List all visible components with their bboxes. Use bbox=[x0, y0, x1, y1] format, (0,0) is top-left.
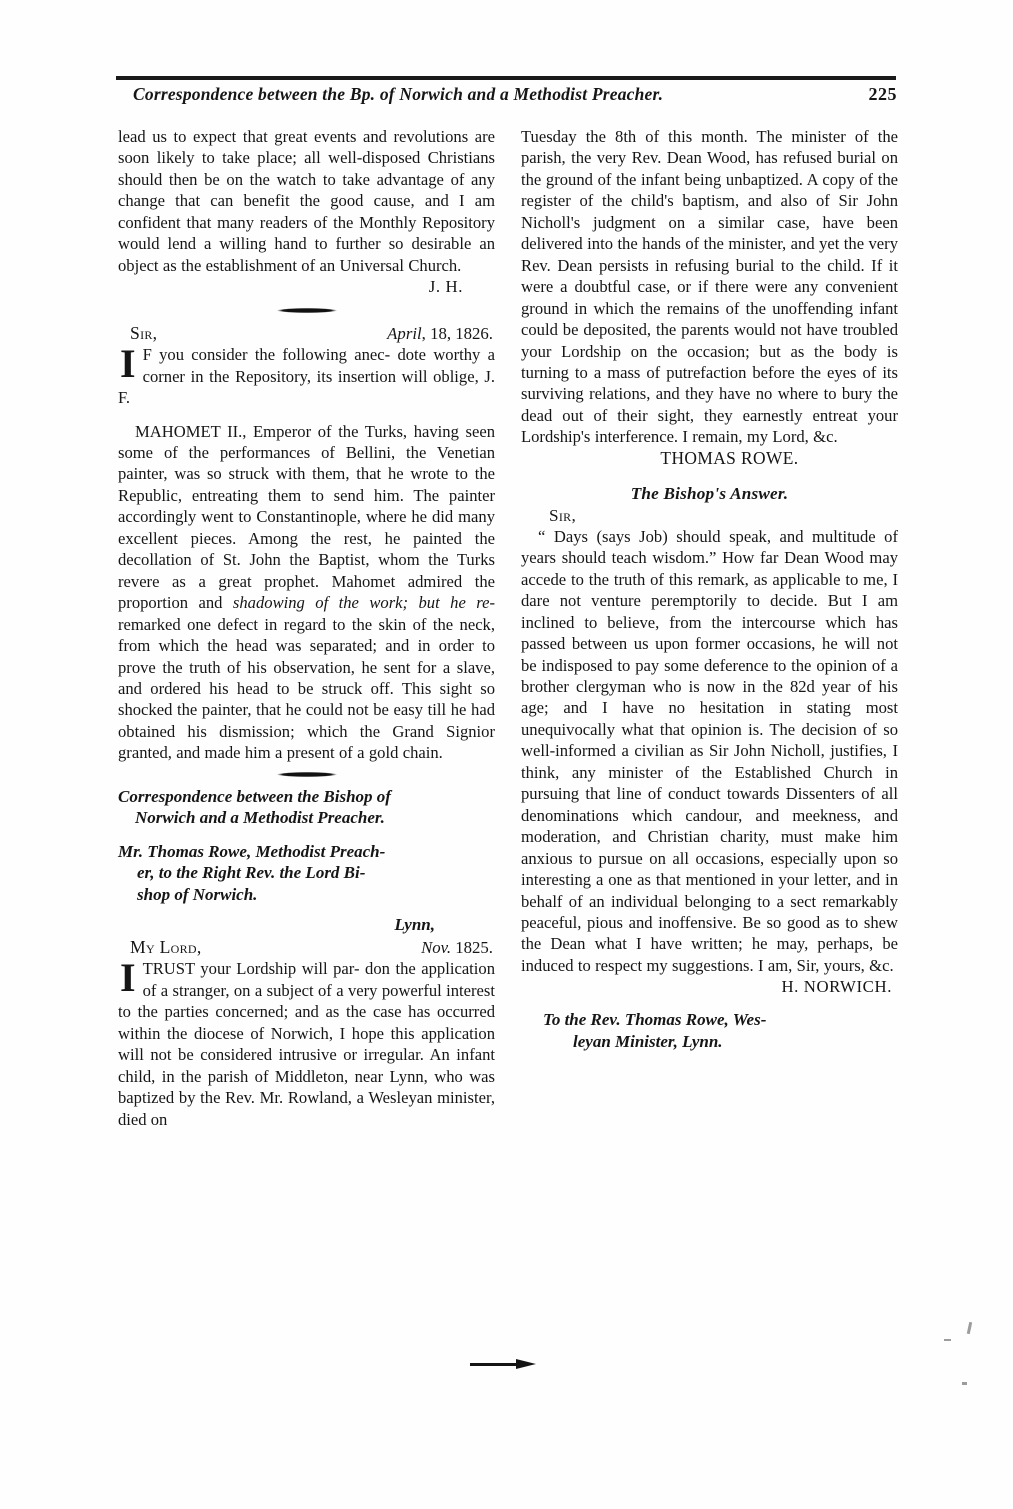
letter-jf-rest: dote worthy a corner in the Repository, its insertion will oblige, bbox=[142, 345, 495, 386]
letter-rowe-open-line1: TRUST your Lordship will par- bbox=[142, 959, 360, 979]
two-column-body bbox=[118, 126, 898, 1130]
letter-date bbox=[387, 324, 495, 344]
section-heading bbox=[118, 786, 495, 829]
letter-rowe-heading bbox=[118, 937, 495, 958]
letter-rowe-date bbox=[421, 938, 495, 958]
tapered-rule-icon bbox=[265, 771, 349, 778]
section-heading-line2: Norwich and a Methodist Preacher. bbox=[135, 808, 385, 828]
anecdote-text-part1: MAHOMET II., Emperor of the Turks, having seen some of the performances of Bellini, the Venetian painter, was so struck with them, that he wrote to the Republic, entreating them to send him. The painter accordingly went to Constantinople, where he did many excellent pieces. Among the rest, he painted the decollation of St. John the Baptist, whom the Turks revere as a great prophet. Mahomet admired the proportion and bbox=[118, 421, 495, 613]
date-month: Nov. bbox=[421, 938, 452, 958]
scan-speck bbox=[962, 1382, 967, 1385]
arrow-ornament bbox=[470, 1359, 536, 1370]
dropcap-i: I bbox=[120, 341, 136, 387]
letter-jf-body bbox=[118, 341, 495, 408]
bishops-answer-body: “ Days (says Job) should speak, and multitude of years should teach wisdom.” How far Dean Wood may accede to the truth of this remark, as applicable to me, I dare not venture peremptorily to decide. But I am inclined to believe, from the intercourse which has passed between us upon former occasions, he will not be indisposed to pay some deference to the opinion of a brother clergyman who is now in the 82d year of his age; and I have no hesitation in stating most unequivocally what that opinion is. The decision of so well-informed a civilian as Sir John Nicholl, justifies, I think, any minister of the Established Church in pursuing that line of conduct towards Dissenters of all denominations which candour, and meekness, and moderation, and Christian charity, must make him anxious to pursue on all occasions, especially upon so interesting a one as that mentioned in your letter, and in behalf of an individual belonging to a sect remarkably peaceful, pious and inoffensive. Be so good as to shew the Dean what I have written; he may, perhaps, be induced to respect my suggestions. I am, Sir, yours, &c. bbox=[521, 526, 898, 975]
signature-jh: J. H. bbox=[428, 277, 463, 297]
page-number: 225 bbox=[868, 84, 897, 104]
closing-address bbox=[521, 1009, 898, 1053]
arrow-head-icon bbox=[516, 1359, 536, 1369]
salutation-sir: Sir, bbox=[130, 323, 158, 344]
bishops-answer-heading: The Bishop's Answer. bbox=[630, 483, 789, 503]
letter-jf-heading bbox=[118, 323, 495, 344]
signature-jf: J. F. bbox=[118, 366, 495, 408]
addressee-line1: Mr. Thomas Rowe, Methodist Preach- bbox=[118, 841, 386, 861]
date-rest: , 18, 1826. bbox=[421, 324, 493, 344]
addressee-block bbox=[118, 841, 495, 906]
scan-speck bbox=[944, 1339, 951, 1341]
addressee-line2: er, to the Right Rev. the Lord Bi- bbox=[137, 863, 366, 883]
date-month: April bbox=[387, 324, 422, 344]
signature-thomas-rowe: THOMAS ROWE. bbox=[660, 447, 799, 468]
place-line: Lynn, bbox=[394, 915, 435, 935]
rule-ornament-2 bbox=[118, 771, 495, 778]
running-head-title: Correspondence between the Bp. of Norwich and a Methodist Preacher. bbox=[133, 83, 664, 105]
tapered-rule-icon bbox=[265, 307, 349, 314]
section-heading-line1: Correspondence between the Bishop of bbox=[118, 786, 391, 806]
anecdote-paragraph bbox=[118, 421, 495, 764]
closing-address-line1: To the Rev. Thomas Rowe, Wes- bbox=[543, 1010, 767, 1030]
running-head bbox=[133, 84, 903, 112]
addressee-line3: shop of Norwich. bbox=[137, 884, 258, 904]
arrow-shaft bbox=[470, 1363, 518, 1366]
header-rule bbox=[116, 76, 896, 80]
signature-h-norwich: H. NORWICH. bbox=[781, 977, 892, 997]
left-column bbox=[118, 126, 497, 1130]
rule-ornament-1 bbox=[118, 307, 495, 314]
letter-rowe-open-line2: don the application of a stranger, bbox=[142, 959, 495, 1000]
salutation-my-lord: My Lord, bbox=[130, 937, 202, 958]
right-column bbox=[519, 126, 898, 1130]
continued-paragraph: lead us to expect that great events and revolutions are soon likely to take place; all well-disposed Christians should then be on the watch to take advantage of any change that can benefit the good cause, and I am confident that many readers of the Monthly Repository would lend a willing hand to further so desirable an object as the establishment of an Universal Church. bbox=[118, 127, 495, 275]
dropcap-i: I bbox=[120, 955, 136, 1001]
anecdote-text-part2: remarked one defect in regard to the skin of the neck, from which the head was separated; and in order to prove the truth of his observation, he sent for a slave, and ordered his head to be struck off. This sight so shocked the painter, that he could not be easy till he had obtained his dismission; which the Grand Signior granted, and made him a present of a gold chain. bbox=[118, 614, 495, 763]
anecdote-italic-clause: shadowing of the work; but he re- bbox=[232, 593, 495, 613]
salutation-sir-answer: Sir, bbox=[549, 505, 577, 525]
letter-jf-opening: F you consider the following anec- bbox=[142, 345, 391, 365]
closing-address-line2: leyan Minister, Lynn. bbox=[573, 1032, 723, 1052]
date-rest: 1825. bbox=[451, 938, 493, 958]
letter-rowe-body bbox=[118, 955, 495, 1130]
scan-speck bbox=[967, 1322, 972, 1334]
letter-rowe-continued: Tuesday the 8th of this month. The minister of the parish, the very Rev. Dean Wood, has refused burial on the ground of the infant being unbaptized. A copy of the register of the child's baptism, and also of Sir John Nicholl's judgment on a similar case, have been delivered into the hands of the minister, and yet the very Rev. Dean persists in refusing burial to the child. If it were a doubtful case, or if there were any convenient ground in which the remains of the unoffending infant could be deposited, the parents would not have troubled your Lordship on the occasion; but as the body is turning to a mass of putrefaction before the eyes of its surviving relations, and they have no where to bury the dead out of their sight, they earnestly entreat your Lordship's interference. I remain, my Lord, &c. bbox=[521, 127, 898, 447]
letter-rowe-main: on a subject of a very powerful interest to the parties concerned; and as the case has occurred within the diocese of Norwich, I hope this application will not be considered intrusive or irregular. An infant child, in the parish of Middleton, near Lynn, who was baptized by the Rev. Mr. Rowland, a Wesleyan minister, died on bbox=[118, 980, 495, 1129]
